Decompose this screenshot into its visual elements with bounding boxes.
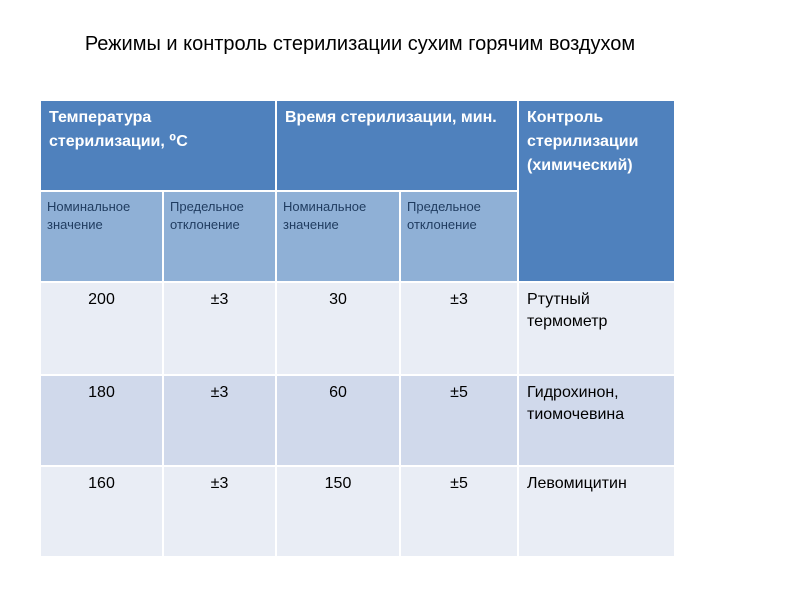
subheader-temp-nominal: Номинальное значение [40, 191, 163, 282]
cell-temp-nominal: 160 [40, 466, 163, 557]
sterilization-table [39, 99, 676, 558]
table-row [40, 466, 675, 557]
table-header-row [40, 100, 675, 191]
cell-temp-deviation: ±3 [163, 375, 276, 466]
header-time: Время стерилизации, мин. [276, 100, 518, 191]
cell-temp-nominal: 200 [40, 282, 163, 375]
table-row [40, 375, 675, 466]
cell-temp-deviation: ±3 [163, 466, 276, 557]
header-control: Контроль стерилизации (химический) [518, 100, 675, 282]
slide-title: Режимы и контроль стерилизации сухим горячим воздухом [84, 33, 636, 55]
cell-time-nominal: 60 [276, 375, 400, 466]
subheader-time-deviation: Предельное отклонение [400, 191, 518, 282]
cell-time-deviation: ±5 [400, 375, 518, 466]
cell-time-nominal: 30 [276, 282, 400, 375]
subheader-temp-deviation: Предельное отклонение [163, 191, 276, 282]
cell-time-deviation: ±5 [400, 466, 518, 557]
cell-time-deviation: ±3 [400, 282, 518, 375]
cell-control: Левомицитин [518, 466, 675, 557]
subheader-time-nominal: Номинальное значение [276, 191, 400, 282]
cell-temp-deviation: ±3 [163, 282, 276, 375]
cell-control: Гидрохинон, тиомочевина [518, 375, 675, 466]
cell-control: Ртутный термометр [518, 282, 675, 375]
table-row [40, 282, 675, 375]
cell-temp-nominal: 180 [40, 375, 163, 466]
cell-time-nominal: 150 [276, 466, 400, 557]
header-temperature: Температура стерилизации, ⁰С [40, 100, 276, 191]
